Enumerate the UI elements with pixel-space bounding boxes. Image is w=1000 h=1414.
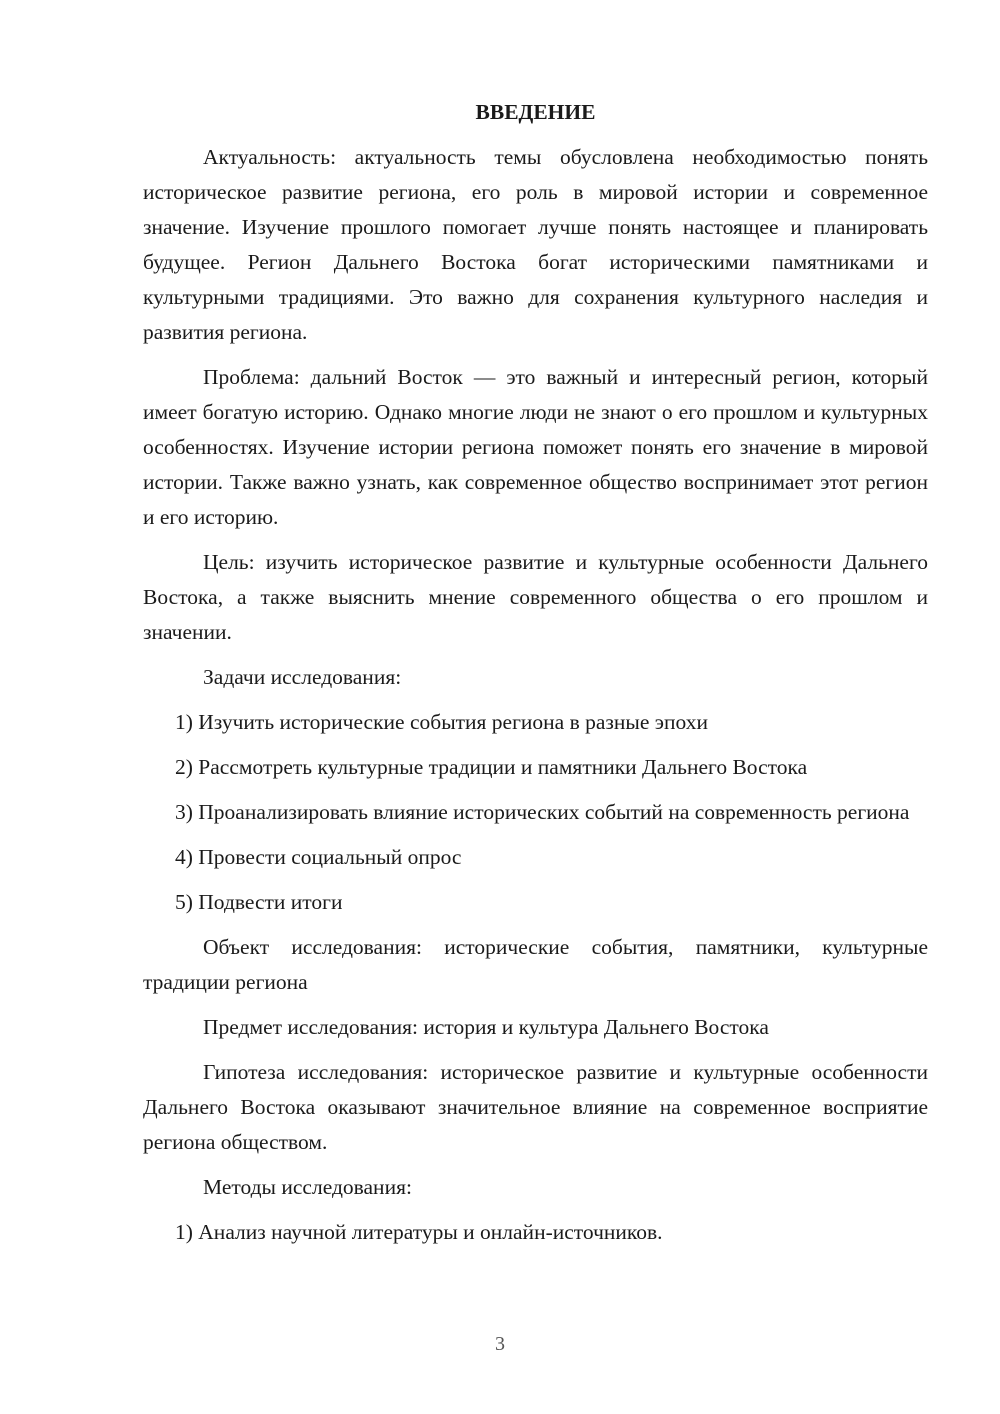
relevance-paragraph: Актуальность: актуальность темы обусловлена необходимостью понять историческое развитие региона, его роль в мировой истории и современное значение. Изучение прошлого помогает лучше понять настоящее и планировать будущее. Регион Дальнего Востока богат историческими памятниками и культурными традициями. Это важно для сохранения культурного наследия и развития региона. [143, 145, 928, 344]
page-title: ВВЕДЕНИЕ [475, 100, 596, 124]
task-item-1: 1) Изучить исторические события региона в разные эпохи [175, 710, 708, 734]
problem-paragraph: Проблема: дальний Восток — это важный и интересный регион, который имеет богатую историю. Однако многие люди не знают о его прошлом и культурных особенностях. Изучение истории региона поможет понять его значение в мировой истории. Также важно узнать, как современное общество воспринимает этот регион и его историю. [143, 365, 928, 529]
subject-paragraph: Предмет исследования: история и культура Дальнего Востока [203, 1015, 769, 1039]
task-item-4: 4) Провести социальный опрос [175, 845, 462, 869]
page-number: 3 [495, 1333, 505, 1355]
hypothesis-paragraph: Гипотеза исследования: историческое развитие и культурные особенности Дальнего Востока оказывают значительное влияние на современное восприятие региона обществом. [143, 1060, 928, 1154]
method-item-1: 1) Анализ научной литературы и онлайн-источников. [175, 1220, 663, 1244]
task-item-3: 3) Проанализировать влияние исторических событий на современность региона [175, 800, 910, 824]
task-item-5: 5) Подвести итоги [175, 890, 343, 914]
object-paragraph: Объект исследования: исторические события, памятники, культурные традиции региона [143, 935, 928, 994]
goal-paragraph: Цель: изучить историческое развитие и культурные особенности Дальнего Востока, а также выяснить мнение современного общества о его прошлом и значении. [143, 550, 928, 644]
tasks-title: Задачи исследования: [203, 665, 402, 689]
methods-title: Методы исследования: [203, 1175, 412, 1199]
task-item-2: 2) Рассмотреть культурные традиции и памятники Дальнего Востока [175, 755, 808, 779]
document-page [143, 95, 928, 1260]
